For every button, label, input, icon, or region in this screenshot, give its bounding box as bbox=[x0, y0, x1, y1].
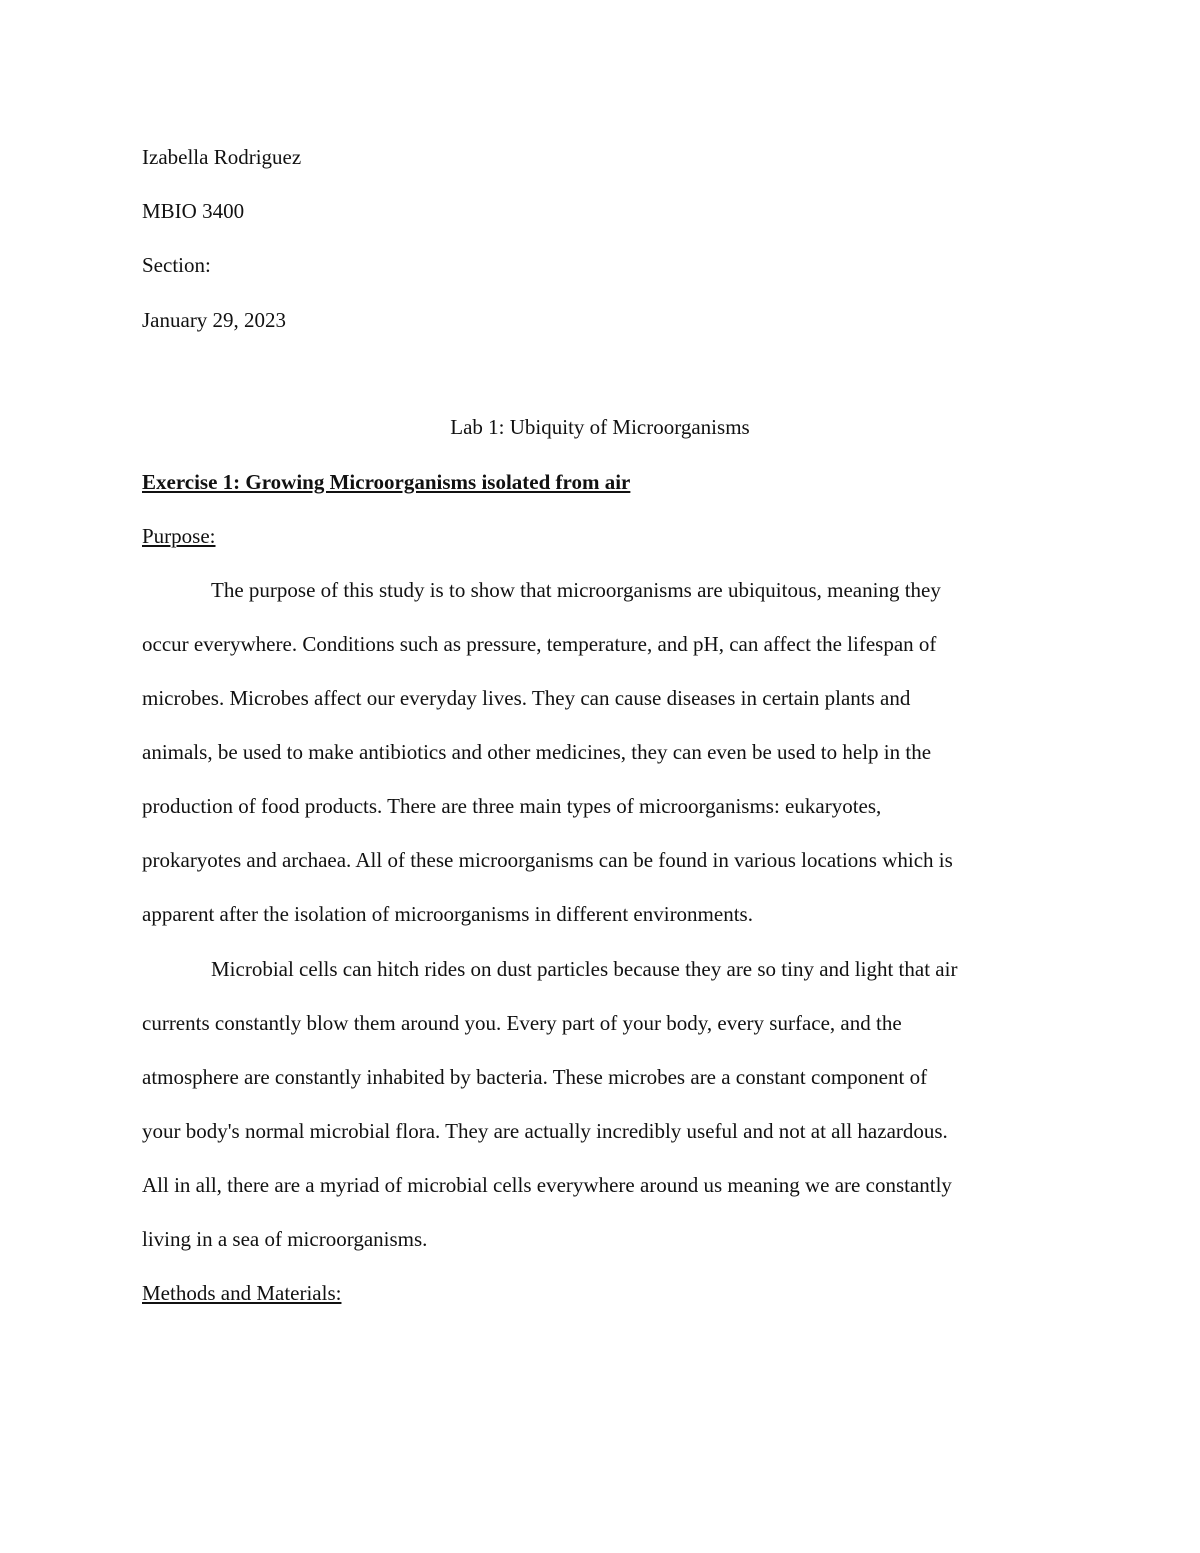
date: January 29, 2023 bbox=[142, 308, 287, 332]
author-name: Izabella Rodriguez bbox=[142, 145, 302, 169]
paragraph-line: occur everywhere. Conditions such as pressure, temperature, and pH, can affect the lifespan of bbox=[142, 632, 937, 656]
paragraph-line: atmosphere are constantly inhabited by bacteria. These microbes are a constant component of bbox=[142, 1065, 928, 1089]
course-code: MBIO 3400 bbox=[142, 199, 245, 223]
paragraph-line: All in all, there are a myriad of microbial cells everywhere around us meaning we are constantly bbox=[142, 1173, 952, 1197]
exercise-heading: Exercise 1: Growing Microorganisms isolated from air bbox=[142, 470, 631, 494]
paragraph-line: living in a sea of microorganisms. bbox=[142, 1227, 428, 1251]
paragraph-line: Microbial cells can hitch rides on dust particles because they are so tiny and light that air bbox=[211, 957, 958, 981]
purpose-heading: Purpose: bbox=[142, 524, 216, 548]
paragraph-line: production of food products. There are three main types of microorganisms: eukaryotes, bbox=[142, 794, 882, 818]
paragraph-line: animals, be used to make antibiotics and other medicines, they can even be used to help in the bbox=[142, 740, 932, 764]
paragraph-line: currents constantly blow them around you. Every part of your body, every surface, and the bbox=[142, 1011, 902, 1035]
methods-heading: Methods and Materials: bbox=[142, 1281, 342, 1305]
document-title: Lab 1: Ubiquity of Microorganisms bbox=[450, 415, 750, 439]
paragraph-line: apparent after the isolation of microorganisms in different environments. bbox=[142, 902, 753, 926]
paragraph-line: prokaryotes and archaea. All of these microorganisms can be found in various locations which is bbox=[142, 848, 953, 872]
paragraph-line: your body's normal microbial flora. They are actually incredibly useful and not at all hazardous. bbox=[142, 1119, 948, 1143]
section-label: Section: bbox=[142, 253, 211, 277]
paragraph-line: The purpose of this study is to show that microorganisms are ubiquitous, meaning they bbox=[211, 578, 941, 602]
paragraph-line: microbes. Microbes affect our everyday lives. They can cause diseases in certain plants and bbox=[142, 686, 911, 710]
